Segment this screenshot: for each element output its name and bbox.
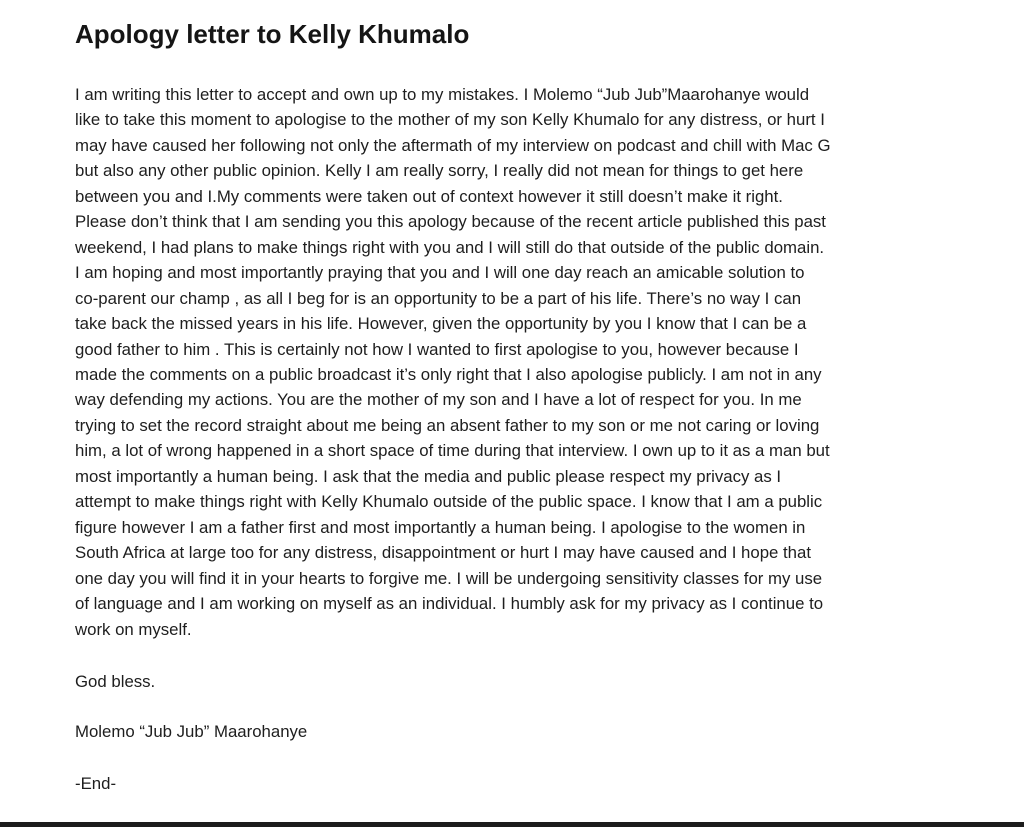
document-title: Apology letter to Kelly Khumalo (75, 19, 470, 49)
letter-body-line: co-parent our champ , as all I beg for is an opportunity to be a part of his life. There’s no way I can (75, 288, 802, 308)
letter-body-line: South Africa at large too for any distress, disappointment or hurt I may have caused and I hope that (75, 543, 812, 563)
letter-body-line: weekend, I had plans to make things right with you and I will still do that outside of the public domain. (75, 237, 825, 257)
letter-body-line: work on myself. (75, 619, 192, 639)
letter-body-line: take back the missed years in his life. However, given the opportunity by you I know that I can be a (75, 314, 807, 334)
letter-body (75, 82, 955, 642)
letter-body-line: one day you will find it in your hearts to forgive me. I will be undergoing sensitivity classes for my use (75, 568, 823, 588)
letter-body-line: him, a lot of wrong happened in a short space of time during that interview. I own up to it as a man but (75, 441, 830, 461)
bottom-border (0, 822, 1024, 827)
letter-body-line: like to take this moment to apologise to the mother of my son Kelly Khumalo for any distress, or hurt I (75, 110, 825, 130)
letter-body-line: figure however I am a father first and most importantly a human being. I apologise to the women in (75, 517, 806, 537)
letter-body-line: I am hoping and most importantly praying that you and I will one day reach an amicable solution to (75, 263, 805, 283)
letter-body-line: of language and I am working on myself as an individual. I humbly ask for my privacy as I continue to (75, 594, 824, 614)
letter-body-line: made the comments on a public broadcast it’s only right that I also apologise publicly. I am not in any (75, 364, 822, 384)
letter-body-line: most importantly a human being. I ask that the media and public please respect my privacy as I (75, 466, 782, 486)
letter-body-line: between you and I.My comments were taken out of context however it still doesn’t make it right. (75, 186, 783, 206)
end-marker: -End- (75, 774, 117, 793)
letter-body-line: way defending my actions. You are the mother of my son and I have a lot of respect for you. In me (75, 390, 802, 410)
letter-body-line: I am writing this letter to accept and own up to my mistakes. I Molemo “Jub Jub”Maarohanye would (75, 85, 810, 104)
letter-body-line: trying to set the record straight about me being an absent father to my son or me not caring or loving (75, 415, 820, 435)
letter-body-line: attempt to make things right with Kelly Khumalo outside of the public space. I know that I am a public (75, 492, 823, 512)
letter-body-line: but also any other public opinion. Kelly I am really sorry, I really did not mean for things to get here (75, 161, 804, 181)
letter-body-line: good father to him . This is certainly not how I wanted to first apologise to you, however because I (75, 339, 799, 359)
signature: Molemo “Jub Jub” Maarohanye (75, 722, 308, 741)
letter-body-line: may have caused her following not only the aftermath of my interview on podcast and chill with Mac G (75, 135, 831, 155)
closing-blessing: God bless. (75, 672, 156, 691)
letter-body-line: Please don’t think that I am sending you this apology because of the recent article published this past (75, 212, 826, 232)
